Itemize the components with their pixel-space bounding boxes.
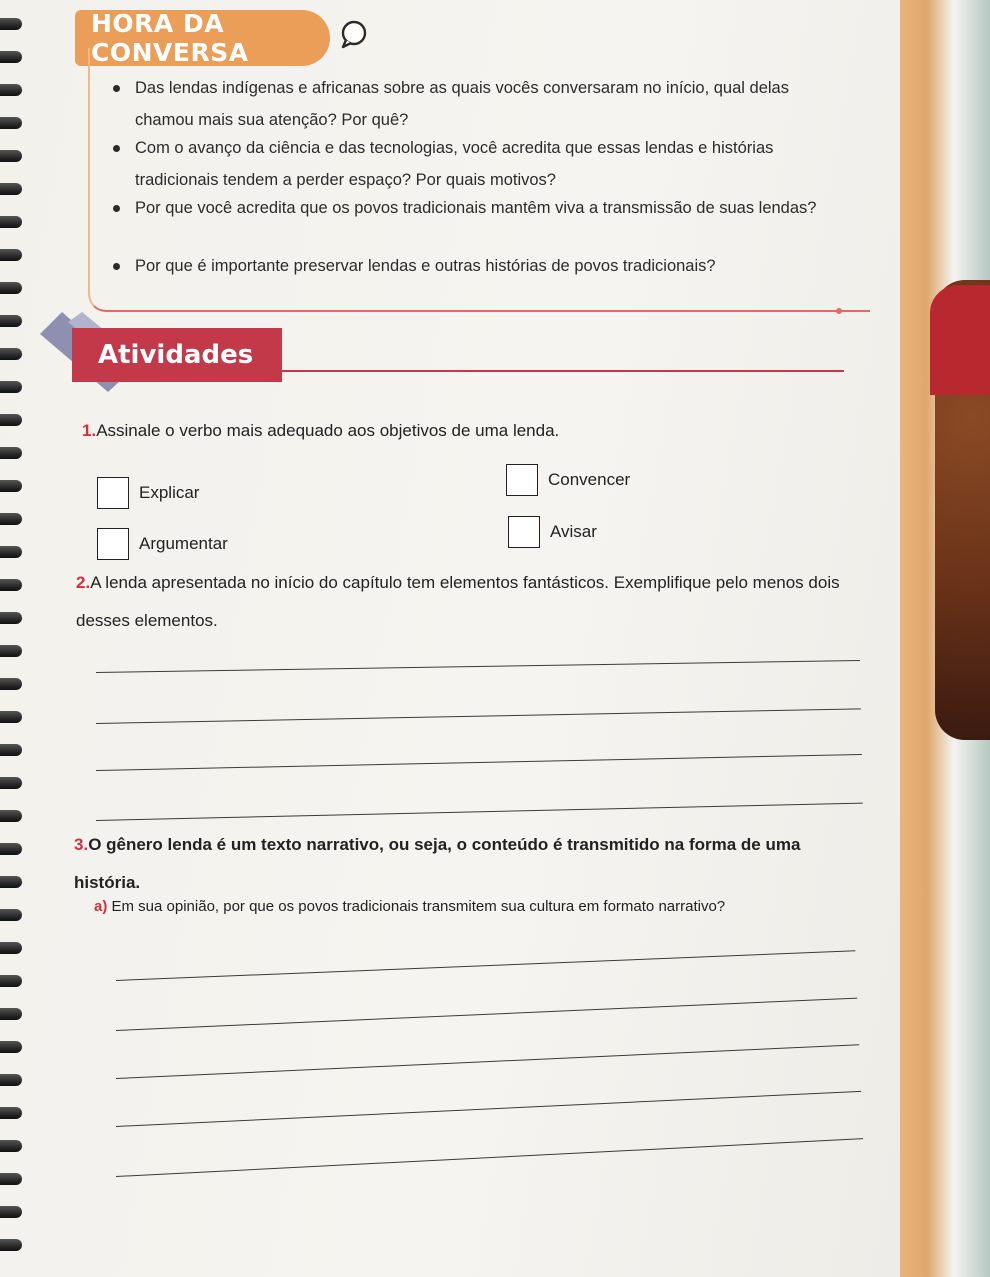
spiral-ring <box>0 843 22 855</box>
spiral-ring <box>0 84 22 96</box>
spiral-ring <box>0 414 22 426</box>
question-3a-text: Em sua opinião, por que os povos tradicionais transmitem sua cultura em formato narrativo? <box>111 898 726 915</box>
conversa-bullet-1: Das lendas indígenas e africanas sobre as quais vocês conversaram no início, qual delas chamou mais sua atenção? Por quê? <box>135 72 835 136</box>
atividades-rule <box>282 370 844 372</box>
option-avisar[interactable] <box>508 516 597 548</box>
spiral-ring <box>0 1008 22 1020</box>
answer-line-q3a-5[interactable] <box>116 1138 863 1177</box>
answer-line-q3a-3[interactable] <box>116 1044 859 1079</box>
conversa-bullet-2: Com o avanço da ciência e das tecnologias, você acredita que essas lendas e histórias tradicionais tendem a perder espaço? Por quais motivos? <box>135 132 835 196</box>
checkbox-avisar[interactable] <box>508 516 540 548</box>
spiral-ring <box>0 975 22 987</box>
spiral-ring <box>0 711 22 723</box>
answer-line-q3a-4[interactable] <box>116 1091 861 1127</box>
spiral-ring <box>0 612 22 624</box>
frame-end-dot <box>836 308 842 314</box>
conversa-bullet-3: Por que você acredita que os povos tradicionais mantêm viva a transmissão de suas lendas? <box>135 192 835 224</box>
spiral-ring <box>0 315 22 327</box>
answer-line-q3a-1[interactable] <box>116 950 855 981</box>
question-2-number: 2. <box>76 573 91 592</box>
spiral-ring <box>0 1107 22 1119</box>
spiral-ring <box>0 744 22 756</box>
spiral-ring <box>0 678 22 690</box>
spiral-ring <box>0 282 22 294</box>
spiral-ring <box>0 150 22 162</box>
spiral-ring <box>0 810 22 822</box>
spiral-ring <box>0 579 22 591</box>
question-3-number: 3. <box>74 835 89 854</box>
question-3 <box>74 826 864 902</box>
spiral-ring <box>0 447 22 459</box>
spiral-ring <box>0 348 22 360</box>
checkbox-argumentar[interactable] <box>97 528 129 560</box>
spiral-ring <box>0 942 22 954</box>
option-argumentar-label: Argumentar <box>139 534 228 553</box>
hora-da-conversa-title: HORA DA CONVERSA <box>75 10 330 66</box>
option-explicar[interactable] <box>97 477 199 509</box>
spiral-ring <box>0 1206 22 1218</box>
spiral-binding <box>0 0 28 1277</box>
spiral-ring <box>0 1239 22 1251</box>
option-argumentar[interactable] <box>97 528 228 560</box>
spiral-ring <box>0 1074 22 1086</box>
spiral-ring <box>0 777 22 789</box>
spiral-ring <box>0 546 22 558</box>
answer-line-q2-2[interactable] <box>96 708 861 724</box>
answer-line-q2-3[interactable] <box>96 754 862 771</box>
spiral-ring <box>0 1041 22 1053</box>
spiral-ring <box>0 117 22 129</box>
answer-line-q3a-2[interactable] <box>116 998 857 1031</box>
conversa-bullet-4: Por que é importante preservar lendas e outras histórias de povos tradicionais? <box>135 250 835 282</box>
checkbox-explicar[interactable] <box>97 477 129 509</box>
spiral-ring <box>0 381 22 393</box>
answer-line-q2-4[interactable] <box>96 803 863 821</box>
answer-line-q2-1[interactable] <box>96 660 860 673</box>
child-photo-headband <box>930 285 990 395</box>
spiral-ring <box>0 51 22 63</box>
spiral-ring <box>0 909 22 921</box>
question-1-text: Assinale o verbo mais adequado aos objetivos de uma lenda. <box>96 421 560 440</box>
spiral-ring <box>0 18 22 30</box>
spiral-ring <box>0 249 22 261</box>
option-explicar-label: Explicar <box>139 483 200 502</box>
checkbox-convencer[interactable] <box>506 464 538 496</box>
question-1 <box>82 412 842 450</box>
option-avisar-label: Avisar <box>550 522 597 541</box>
question-1-number: 1. <box>82 421 97 440</box>
question-3a <box>94 898 854 915</box>
spiral-ring <box>0 216 22 228</box>
spiral-ring <box>0 645 22 657</box>
spiral-ring <box>0 183 22 195</box>
option-convencer[interactable] <box>506 464 630 496</box>
question-2 <box>76 564 846 640</box>
question-3-text: O gênero lenda é um texto narrativo, ou seja, o conteúdo é transmitido na forma de uma história. <box>74 835 801 892</box>
spiral-ring <box>0 1173 22 1185</box>
spiral-ring <box>0 513 22 525</box>
question-3a-letter: a) <box>94 898 108 915</box>
speech-bubble-icon <box>338 18 370 50</box>
question-2-text: A lenda apresentada no início do capítulo tem elementos fantásticos. Exemplifique pelo menos dois desses elementos. <box>76 573 840 630</box>
spiral-ring <box>0 876 22 888</box>
atividades-title: Atividades <box>72 328 282 382</box>
spiral-ring <box>0 1140 22 1152</box>
option-convencer-label: Convencer <box>548 470 631 489</box>
spiral-ring <box>0 480 22 492</box>
